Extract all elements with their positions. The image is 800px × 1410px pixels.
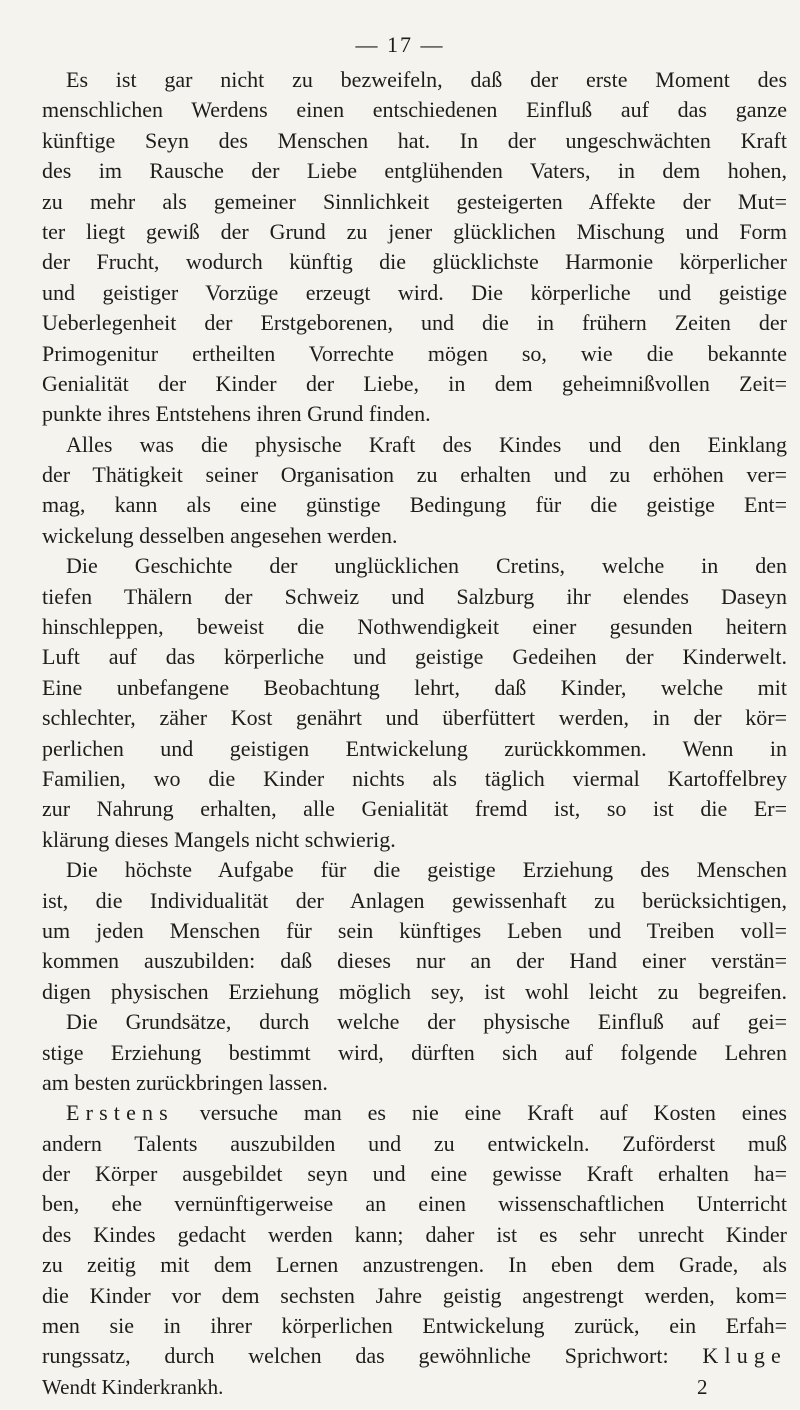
text-line: Primogenitur ertheilten Vorrechte mögen so, wie die bekannte — [42, 340, 787, 366]
text-line: stige Erziehung bestimmt wird, dürften sich auf folgende Lehren — [42, 1039, 787, 1065]
text-line: künftige Seyn des Menschen hat. In der ungeschwächten Kraft — [42, 127, 787, 153]
text-line: die Kinder vor dem sechsten Jahre geistig angestrengt werden, kom= — [42, 1282, 787, 1308]
text-line: zu zeitig mit dem Lernen anzustrengen. In eben dem Grade, als — [42, 1252, 787, 1278]
page-footer — [42, 1372, 787, 1402]
text-line: men sie in ihrer körperlichen Entwickelung zurück, ein Erfah= — [42, 1313, 787, 1339]
text-line: der Körper ausgebildet seyn und eine gewisse Kraft erhalten ha= — [42, 1161, 787, 1187]
text-line: ter liegt gewiß der Grund zu jener glücklichen Mischung und Form — [42, 218, 787, 244]
text-line: des im Rausche der Liebe entglühenden Vaters, in dem hohen, — [42, 158, 787, 184]
text-line: Alles was die physische Kraft des Kindes und den Einklang — [66, 431, 787, 457]
text-line: schlechter, zäher Kost genährt und überfüttert werden, in der kör= — [42, 705, 787, 731]
line-text: rungssatz, durch welchen das gewöhnliche Sprichwort: — [42, 1343, 703, 1369]
text-line: wickelung desselben angesehen werden. — [42, 522, 398, 548]
text-line: kommen auszubilden: daß dieses nur an der Hand einer verstän= — [42, 948, 787, 974]
text-line: Genialität der Kinder der Liebe, in dem geheimnißvollen Zeit= — [42, 370, 787, 396]
text-line: mag, kann als eine günstige Bedingung für die geistige Ent= — [42, 492, 787, 518]
text-line: am besten zurückbringen lassen. — [42, 1069, 328, 1095]
text-line: Familien, wo die Kinder nichts als täglich viermal Kartoffelbrey — [42, 765, 787, 791]
sheet-mark: 2 — [697, 1374, 708, 1399]
text-line: punkte ihres Entstehens ihren Grund finden. — [42, 401, 431, 427]
emphasized-word: Erstens — [66, 1100, 174, 1126]
text-line: Die höchste Aufgabe für die geistige Erziehung des Menschen — [66, 857, 787, 883]
text-line: digen physischen Erziehung möglich sey, ist wohl leicht zu begreifen. — [42, 978, 787, 1004]
text-line: der Thätigkeit seiner Organisation zu erhalten und zu erhöhen ver= — [42, 462, 787, 488]
text-line: um jeden Menschen für sein künftiges Leben und Treiben voll= — [42, 917, 787, 943]
page-number: — 17 — — [355, 32, 445, 57]
text-line: Eine unbefangene Beobachtung lehrt, daß Kinder, welche mit — [42, 674, 787, 700]
text-line: andern Talents auszubilden und zu entwickeln. Zuförderst muß — [42, 1130, 787, 1156]
text-line — [42, 1341, 787, 1371]
signature-line: Wendt Kinderkrankh. — [42, 1374, 224, 1399]
line-text: versuche man es nie eine Kraft auf Kosten eines — [173, 1100, 787, 1126]
text-line: ben, ehe vernünftigerweise an einen wissenschaftlichen Unterricht — [42, 1191, 787, 1217]
text-line: des Kindes gedacht werden kann; daher ist es sehr unrecht Kinder — [42, 1221, 787, 1247]
text-line: klärung dieses Mangels nicht schwierig. — [42, 826, 396, 852]
text-line — [42, 1098, 787, 1128]
text-line: Es ist gar nicht zu bezweifeln, daß der erste Moment des — [66, 67, 787, 92]
text-line: perlichen und geistigen Entwickelung zurückkommen. Wenn in — [42, 735, 787, 761]
text-line: menschlichen Werdens einen entschiedenen Einfluß auf das ganze — [42, 97, 787, 123]
text-line: zur Nahrung erhalten, alle Genialität fremd ist, so ist die Er= — [42, 796, 787, 822]
page-body — [42, 65, 787, 1402]
text-line: hinschleppen, beweist die Nothwendigkeit einer gesunden heitern — [42, 614, 787, 640]
text-line: der Frucht, wodurch künftig die glücklichste Harmonie körperlicher — [42, 249, 787, 275]
text-line: Luft auf das körperliche und geistige Gedeihen der Kinderwelt. — [42, 644, 787, 670]
emphasized-word: Kluge — [702, 1343, 787, 1369]
text-line: Die Geschichte der unglücklichen Cretins, welche in den — [66, 553, 787, 579]
text-line: zu mehr als gemeiner Sinnlichkeit gesteigerten Affekte der Mut= — [42, 188, 787, 214]
text-line: ist, die Individualität der Anlagen gewissenhaft zu berücksichtigen, — [42, 887, 787, 913]
text-line: tiefen Thälern der Schweiz und Salzburg ihr elendes Daseyn — [42, 583, 787, 609]
text-line: und geistiger Vorzüge erzeugt wird. Die körperliche und geistige — [42, 279, 787, 305]
text-line: Die Grundsätze, durch welche der physische Einfluß auf gei= — [66, 1009, 787, 1035]
text-line: Ueberlegenheit der Erstgeborenen, und die in frühern Zeiten der — [42, 310, 787, 336]
